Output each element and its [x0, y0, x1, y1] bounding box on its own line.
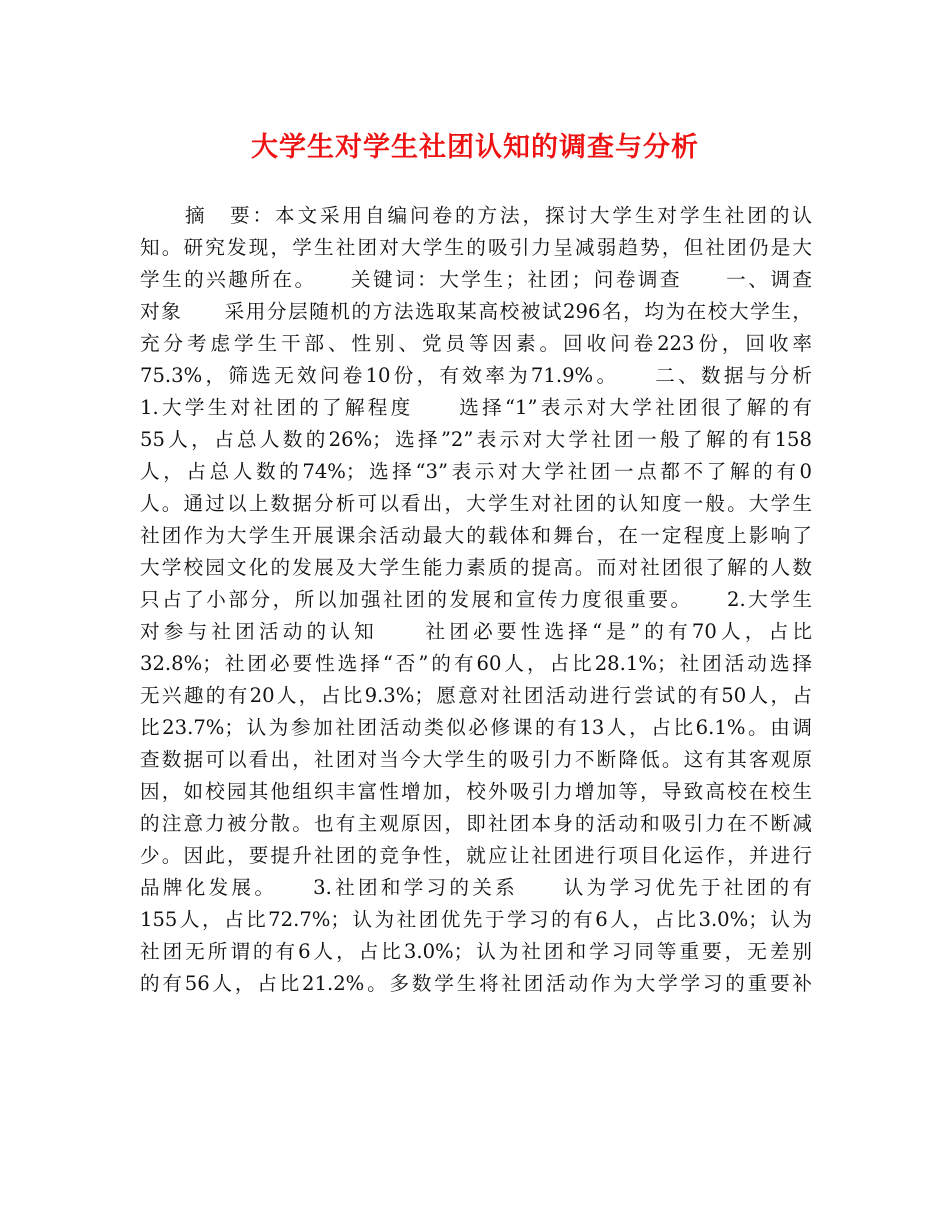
body-line: 大学校园文化的发展及大学生能力素质的提高。而对社团很了解的人数 [140, 556, 812, 579]
body-line: 的有56人，占比21.2%。多数学生将社团活动作为大学学习的重要补 [140, 972, 812, 995]
body-line: 55人，占总人数的26%；选择”2”表示对大学社团一般了解的有158 [140, 428, 812, 451]
body-line: 无兴趣的有20人，占比9.3%；愿意对社团活动进行尝试的有50人，占 [140, 684, 812, 707]
body-line: 人，占总人数的74%；选择“3”表示对大学社团一点都不了解的有0 [140, 460, 812, 483]
body-line: 对象 采用分层随机的方法选取某高校被试296名，均为在校大学生， [140, 300, 812, 323]
body-line: 人。通过以上数据分析可以看出，大学生对社团的认知度一般。大学生 [140, 492, 812, 515]
body-line: 32.8%；社团必要性选择“否”的有60人，占比28.1%；社团活动选择 [140, 652, 812, 675]
body-line: 查数据可以看出，社团对当今大学生的吸引力不断降低。这有其客观原 [140, 748, 812, 771]
body-line: 对参与社团活动的认知 社团必要性选择“是”的有70人，占比 [140, 620, 812, 643]
body-line: 社团无所谓的有6人，占比3.0%；认为社团和学习同等重要，无差别 [140, 940, 812, 963]
body-line: 155人，占比72.7%；认为社团优先于学习的有6人，占比3.0%；认为 [140, 908, 812, 931]
body-line: 的注意力被分散。也有主观原因，即社团本身的活动和吸引力在不断减 [140, 812, 812, 835]
document-title: 大学生对学生社团认知的调查与分析 [251, 132, 699, 163]
body-line: 学生的兴趣所在。 关键词：大学生；社团；问卷调查 一、调查 [140, 268, 812, 291]
body-line: 摘 要：本文采用自编问卷的方法，探讨大学生对学生社团的认 [140, 204, 812, 227]
body-line: 少。因此，要提升社团的竞争性，就应让社团进行项目化运作，并进行 [140, 844, 812, 867]
body-line: 品牌化发展。 3.社团和学习的关系 认为学习优先于社团的有 [140, 876, 812, 899]
body-line: 1.大学生对社团的了解程度 选择“1”表示对大学社团很了解的有 [140, 396, 812, 419]
document-body [140, 200, 812, 1000]
body-line: 充分考虑学生干部、性别、党员等因素。回收问卷223份，回收率 [140, 332, 812, 355]
body-line: 75.3%，筛选无效问卷10份，有效率为71.9%。 二、数据与分析 [140, 364, 812, 387]
body-line: 因，如校园其他组织丰富性增加，校外吸引力增加等，导致高校在校生 [140, 780, 812, 803]
body-line: 比23.7%；认为参加社团活动类似必修课的有13人，占比6.1%。由调 [140, 716, 812, 739]
body-line: 只占了小部分，所以加强社团的发展和宣传力度很重要。 2.大学生 [140, 588, 812, 611]
body-line: 社团作为大学生开展课余活动最大的载体和舞台，在一定程度上影响了 [140, 524, 812, 547]
body-line: 知。研究发现，学生社团对大学生的吸引力呈减弱趋势，但社团仍是大 [140, 236, 812, 259]
